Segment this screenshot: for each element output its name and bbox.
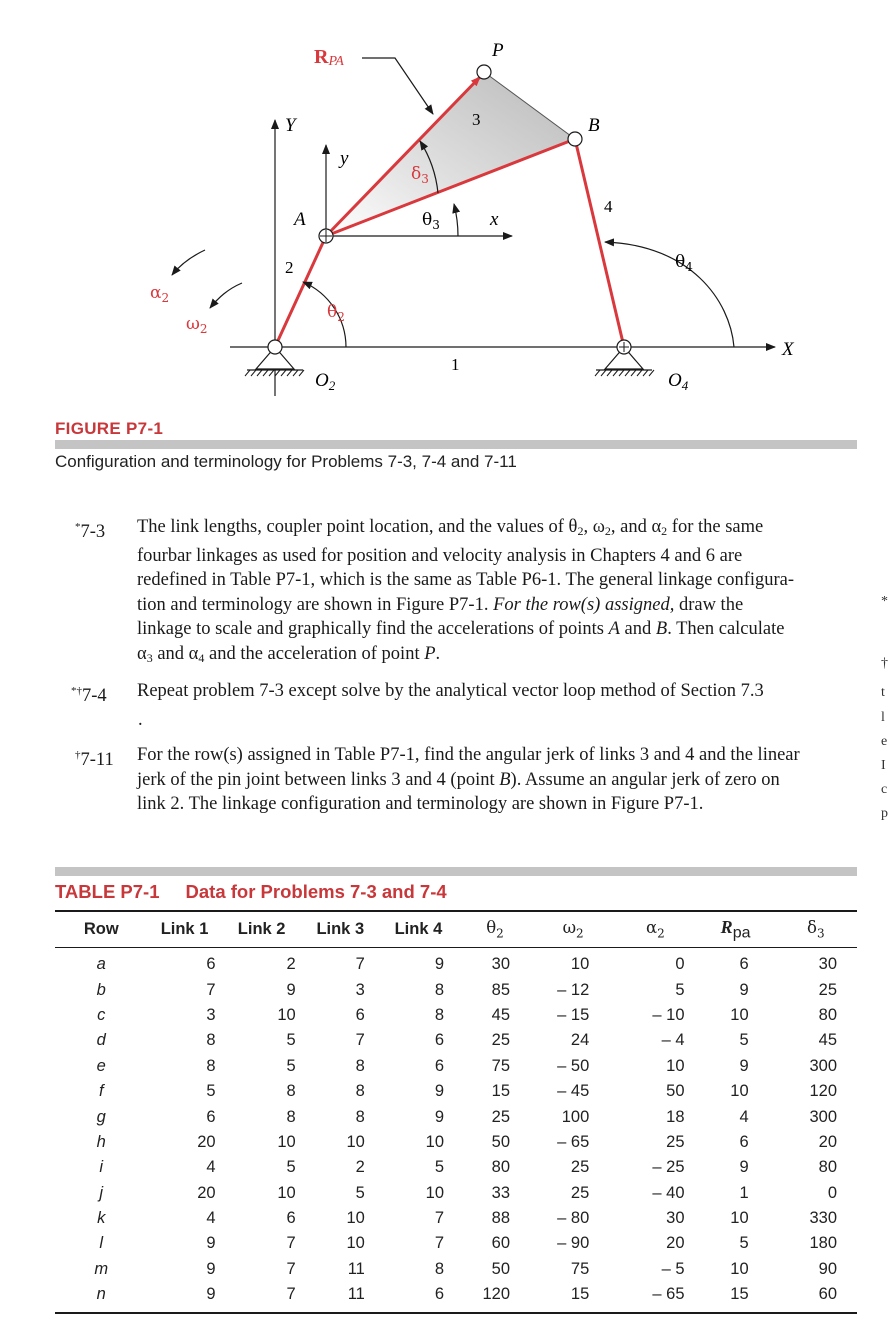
ground-pivot-o4: [595, 340, 654, 376]
link-3-label: 3: [472, 110, 481, 129]
table-cell: 30: [818, 955, 837, 974]
table-cell: 7: [355, 955, 365, 974]
col-row: Row: [83, 920, 119, 938]
table-cell: 10: [730, 1005, 749, 1024]
data-table: [55, 913, 857, 1307]
table-cell: 15: [570, 1285, 590, 1304]
table-header-row: [55, 913, 857, 946]
coupler-point-p: [477, 65, 491, 79]
table-cell: 80: [818, 1005, 837, 1024]
a-label: A: [294, 209, 306, 230]
table-cell: 10: [425, 1132, 444, 1151]
table-cell: 10: [277, 1005, 296, 1024]
margin-fragment: c: [881, 782, 888, 797]
table-bottom-rule: [55, 1312, 857, 1314]
table-cell: 0: [827, 1183, 837, 1202]
table-cell: 4: [739, 1107, 749, 1126]
table-cell: – 25: [652, 1158, 685, 1177]
col-rpa: $R_{pa}$: [720, 916, 751, 942]
table-cell: 10: [277, 1132, 296, 1151]
problem-number: *†7-4: [71, 685, 107, 706]
table-cell: 20: [197, 1183, 216, 1202]
table-cell: 8: [206, 1056, 216, 1075]
table-cell: 20: [666, 1234, 685, 1253]
problem-text: The link lengths, coupler point location, and the values of $\theta_2$, $\omega_2$, and $\alpha_2$ for the same fourbar linkages as used for position and velocity analysis in Chapters 4 and 6 are redefined in Table P7-1, which is the same as Table P6-1. The general linkage configura- tion and terminology are shown in Figure P7-1. For the row(s) assigned, draw the linkage to scale and graphically find the accelerations of points A and B. Then calculate $\alpha_3$ and $\alpha_4$ and the acceleration of point P.: [137, 517, 795, 665]
table-cell: 85: [491, 980, 511, 999]
table-cell: 10: [346, 1132, 365, 1151]
table-cell: 80: [491, 1158, 511, 1177]
table-cell: 60: [491, 1234, 511, 1253]
table-row: [55, 977, 857, 1002]
table-cell: 10: [666, 1056, 685, 1075]
problem-number: †7-11: [75, 749, 114, 770]
table-cell: 50: [666, 1082, 685, 1101]
margin-fragment: t: [881, 685, 885, 700]
table-cell: 5: [434, 1158, 444, 1177]
table-cell: 2: [355, 1158, 365, 1177]
table-cell: 8: [355, 1056, 365, 1075]
problem-text: Repeat problem 7-3 except solve by the analytical vector loop method of Section 7.3: [137, 681, 764, 701]
table-cell: 10: [570, 955, 590, 974]
table-cell: 9: [434, 1082, 444, 1101]
theta3-label: $\theta_3$: [422, 210, 440, 232]
table-row: [55, 1282, 857, 1307]
row-id-cell: l: [99, 1234, 104, 1253]
pin-b: [568, 132, 582, 146]
table-cell: 9: [206, 1259, 216, 1278]
table-row: [55, 1028, 857, 1053]
table-cell: 45: [491, 1005, 511, 1024]
table-cell: – 4: [661, 1031, 685, 1050]
row-id-cell: d: [96, 1031, 106, 1050]
local-x-label: x: [490, 209, 499, 230]
table-cell: 25: [570, 1158, 590, 1177]
table-cell: 25: [491, 1031, 511, 1050]
table-cell: 50: [491, 1259, 511, 1278]
p-label: P: [492, 40, 504, 61]
row-id-cell: k: [97, 1209, 106, 1228]
table-cell: 9: [206, 1234, 216, 1253]
table-cell: 7: [286, 1259, 296, 1278]
table-cell: 10: [346, 1234, 365, 1253]
table-cell: 7: [286, 1234, 296, 1253]
table-cell: 25: [491, 1107, 511, 1126]
table-cell: 30: [491, 955, 511, 974]
table-cell: 25: [570, 1183, 590, 1202]
omega2-label: $\omega_2$: [186, 314, 208, 336]
table-cell: 90: [818, 1259, 837, 1278]
table-cell: 50: [491, 1132, 511, 1151]
table-cell: 5: [675, 980, 685, 999]
table-cell: 120: [809, 1082, 837, 1101]
table-cell: 5: [739, 1031, 749, 1050]
table-top-rule: [55, 910, 857, 912]
table-cell: – 10: [652, 1005, 685, 1024]
row-id-cell: b: [96, 980, 106, 999]
table-cell: 8: [355, 1107, 365, 1126]
table-cell: 9: [434, 1107, 444, 1126]
figure-divider: [55, 440, 857, 449]
table-cell: 24: [570, 1031, 590, 1050]
link-4-label: 4: [604, 197, 613, 216]
table-row: [55, 946, 857, 977]
table-cell: 5: [286, 1158, 296, 1177]
table-cell: 25: [818, 980, 837, 999]
col-link4: Link 4: [394, 920, 443, 938]
table-row: [55, 1104, 857, 1129]
table-cell: 3: [355, 980, 365, 999]
table-row: [55, 1079, 857, 1104]
row-id-cell: n: [96, 1285, 106, 1304]
table-cell: – 90: [557, 1234, 590, 1253]
row-id-cell: e: [96, 1056, 106, 1075]
margin-fragment: p: [881, 806, 888, 821]
alpha2-arrow: [172, 250, 205, 275]
row-id-cell: i: [99, 1158, 104, 1177]
figure-caption: Configuration and terminology for Problems 7-3, 7-4 and 7-11: [55, 452, 517, 471]
row-id-cell: g: [96, 1107, 106, 1126]
table-divider: [55, 867, 857, 876]
table-row: [55, 1155, 857, 1180]
table-cell: – 65: [652, 1285, 685, 1304]
link-2-label: 2: [285, 258, 294, 277]
row-id-cell: m: [94, 1259, 109, 1278]
table-cell: 9: [739, 1158, 749, 1177]
row-id-cell: a: [96, 955, 106, 974]
table-cell: 11: [347, 1259, 365, 1278]
table-cell: 8: [434, 1259, 444, 1278]
table-cell: 8: [286, 1107, 296, 1126]
table-cell: 10: [730, 1259, 749, 1278]
table-cell: 60: [818, 1285, 837, 1304]
table-row: [55, 1231, 857, 1256]
table-cell: 8: [355, 1082, 365, 1101]
table-cell: 5: [286, 1031, 296, 1050]
fourbar-linkage-figure: [0, 0, 889, 410]
table-cell: 5: [206, 1082, 216, 1101]
row-id-cell: j: [99, 1183, 104, 1202]
table-row: [55, 1206, 857, 1231]
table-cell: 4: [206, 1158, 216, 1177]
table-cell: 6: [434, 1285, 444, 1304]
o2-label: $O_2$: [315, 370, 336, 393]
delta3-label: $\delta_3$: [411, 164, 429, 186]
table-cell: 2: [286, 955, 296, 974]
table-cell: – 12: [557, 980, 590, 999]
margin-fragment: I: [881, 758, 886, 773]
table-cell: 20: [197, 1132, 216, 1151]
table-cell: 9: [206, 1285, 216, 1304]
table-cell: 6: [434, 1031, 444, 1050]
table-cell: 9: [739, 1056, 749, 1075]
table-cell: 18: [666, 1107, 685, 1126]
table-cell: 9: [739, 980, 749, 999]
rpa-label: RPA: [314, 46, 344, 69]
table-cell: 7: [434, 1209, 444, 1228]
table-cell: 7: [286, 1285, 296, 1304]
table-cell: 15: [491, 1082, 511, 1101]
table-cell: 30: [666, 1209, 685, 1228]
table-cell: 7: [206, 980, 216, 999]
table-cell: 120: [482, 1285, 511, 1304]
local-y-label: y: [340, 148, 349, 169]
table-cell: 80: [818, 1158, 837, 1177]
table-cell: 10: [277, 1183, 296, 1202]
figure-title: FIGURE P7-1: [55, 419, 164, 438]
table-cell: 25: [666, 1132, 685, 1151]
table-cell: 15: [730, 1285, 749, 1304]
o4-label: $O_4$: [668, 370, 689, 393]
table-row: [55, 1130, 857, 1155]
table-cell: – 50: [557, 1056, 590, 1075]
table-cell: 6: [206, 955, 216, 974]
table-cell: 75: [570, 1259, 590, 1278]
omega2-arrow: [210, 283, 242, 308]
table-cell: 10: [730, 1082, 749, 1101]
table-cell: 75: [491, 1056, 511, 1075]
table-cell: 10: [425, 1183, 444, 1202]
table-cell: 8: [286, 1082, 296, 1101]
theta4-arc: [605, 242, 734, 347]
table-cell: 100: [561, 1107, 590, 1126]
row-id-cell: h: [96, 1132, 106, 1151]
table-cell: 8: [434, 1005, 444, 1024]
theta4-label: $\theta_4$: [675, 252, 693, 274]
ground-pivot-o2: [245, 340, 304, 376]
rpa-leader: [362, 58, 433, 114]
margin-fragment: l: [881, 710, 885, 725]
table-cell: – 80: [557, 1209, 590, 1228]
margin-fragment: †: [881, 656, 888, 671]
table-cell: 1: [739, 1183, 749, 1202]
table-row: [55, 1003, 857, 1028]
table-cell: 45: [818, 1031, 837, 1050]
b-label: B: [588, 115, 600, 136]
pin-a: [319, 229, 333, 243]
table-cell: 6: [286, 1209, 296, 1228]
table-cell: 11: [347, 1285, 365, 1304]
table-cell: – 40: [652, 1183, 685, 1202]
col-link1: Link 1: [160, 920, 209, 938]
table-row: [55, 1257, 857, 1282]
table-cell: 20: [818, 1132, 837, 1151]
table-cell: 6: [206, 1107, 216, 1126]
margin-fragment: *: [881, 594, 888, 609]
table-cell: 300: [809, 1107, 837, 1126]
global-x-label: X: [782, 339, 794, 360]
table-row: [55, 1054, 857, 1079]
col-omega2: $\omega_2$: [562, 918, 584, 941]
row-id-cell: f: [98, 1082, 104, 1101]
table-cell: 7: [434, 1234, 444, 1253]
table-cell: – 65: [557, 1132, 590, 1151]
col-theta2: $\theta_2$: [486, 918, 504, 941]
table-cell: 8: [434, 980, 444, 999]
theta2-label: $\theta_2$: [327, 302, 345, 324]
col-delta3: $\delta_3$: [807, 918, 825, 941]
table-cell: 7: [355, 1031, 365, 1050]
table-cell: – 45: [557, 1082, 590, 1101]
global-y-label: Y: [285, 115, 296, 136]
table-cell: 10: [346, 1209, 365, 1228]
table-cell: – 5: [661, 1259, 685, 1278]
table-cell: 6: [434, 1056, 444, 1075]
table-row: [55, 1181, 857, 1206]
link-1-label: 1: [451, 355, 460, 374]
table-cell: 180: [809, 1234, 837, 1253]
table-cell: 0: [675, 955, 685, 974]
table-cell: 6: [739, 1132, 749, 1151]
problem-number: *7-3: [75, 521, 106, 542]
row-id-cell: c: [97, 1005, 106, 1024]
col-alpha2: $\alpha_2$: [645, 918, 665, 941]
problem-text: For the row(s) assigned in Table P7-1, find the angular jerk of links 3 and 4 and the linear jerk of the pin joint between links 3 and 4 (point B). Assume an angular jerk of zero on link 2. The linkage configuration and terminology are shown in Figure P7-1.: [137, 745, 800, 814]
table-cell: 300: [809, 1056, 837, 1075]
theta3-arc: [454, 204, 458, 236]
table-cell: 9: [286, 980, 296, 999]
stray-dot: .: [138, 710, 143, 730]
table-cell: 10: [730, 1209, 749, 1228]
table-cell: 6: [739, 955, 749, 974]
table-cell: 5: [739, 1234, 749, 1253]
table-cell: 3: [206, 1005, 216, 1024]
alpha2-label: $\alpha_2$: [150, 283, 170, 305]
table-title: TABLE P7-1 Data for Problems 7-3 and 7-4: [55, 881, 447, 902]
table-cell: 8: [206, 1031, 216, 1050]
table-cell: 5: [286, 1056, 296, 1075]
col-link3: Link 3: [316, 920, 365, 938]
col-link2: Link 2: [237, 920, 286, 938]
table-cell: – 15: [557, 1005, 590, 1024]
table-cell: 9: [434, 955, 444, 974]
table-cell: 4: [206, 1209, 216, 1228]
table-cell: 88: [491, 1209, 511, 1228]
margin-fragment: e: [881, 734, 888, 749]
table-cell: 330: [809, 1209, 837, 1228]
table-cell: 6: [355, 1005, 365, 1024]
table-cell: 5: [355, 1183, 365, 1202]
table-cell: 33: [491, 1183, 511, 1202]
